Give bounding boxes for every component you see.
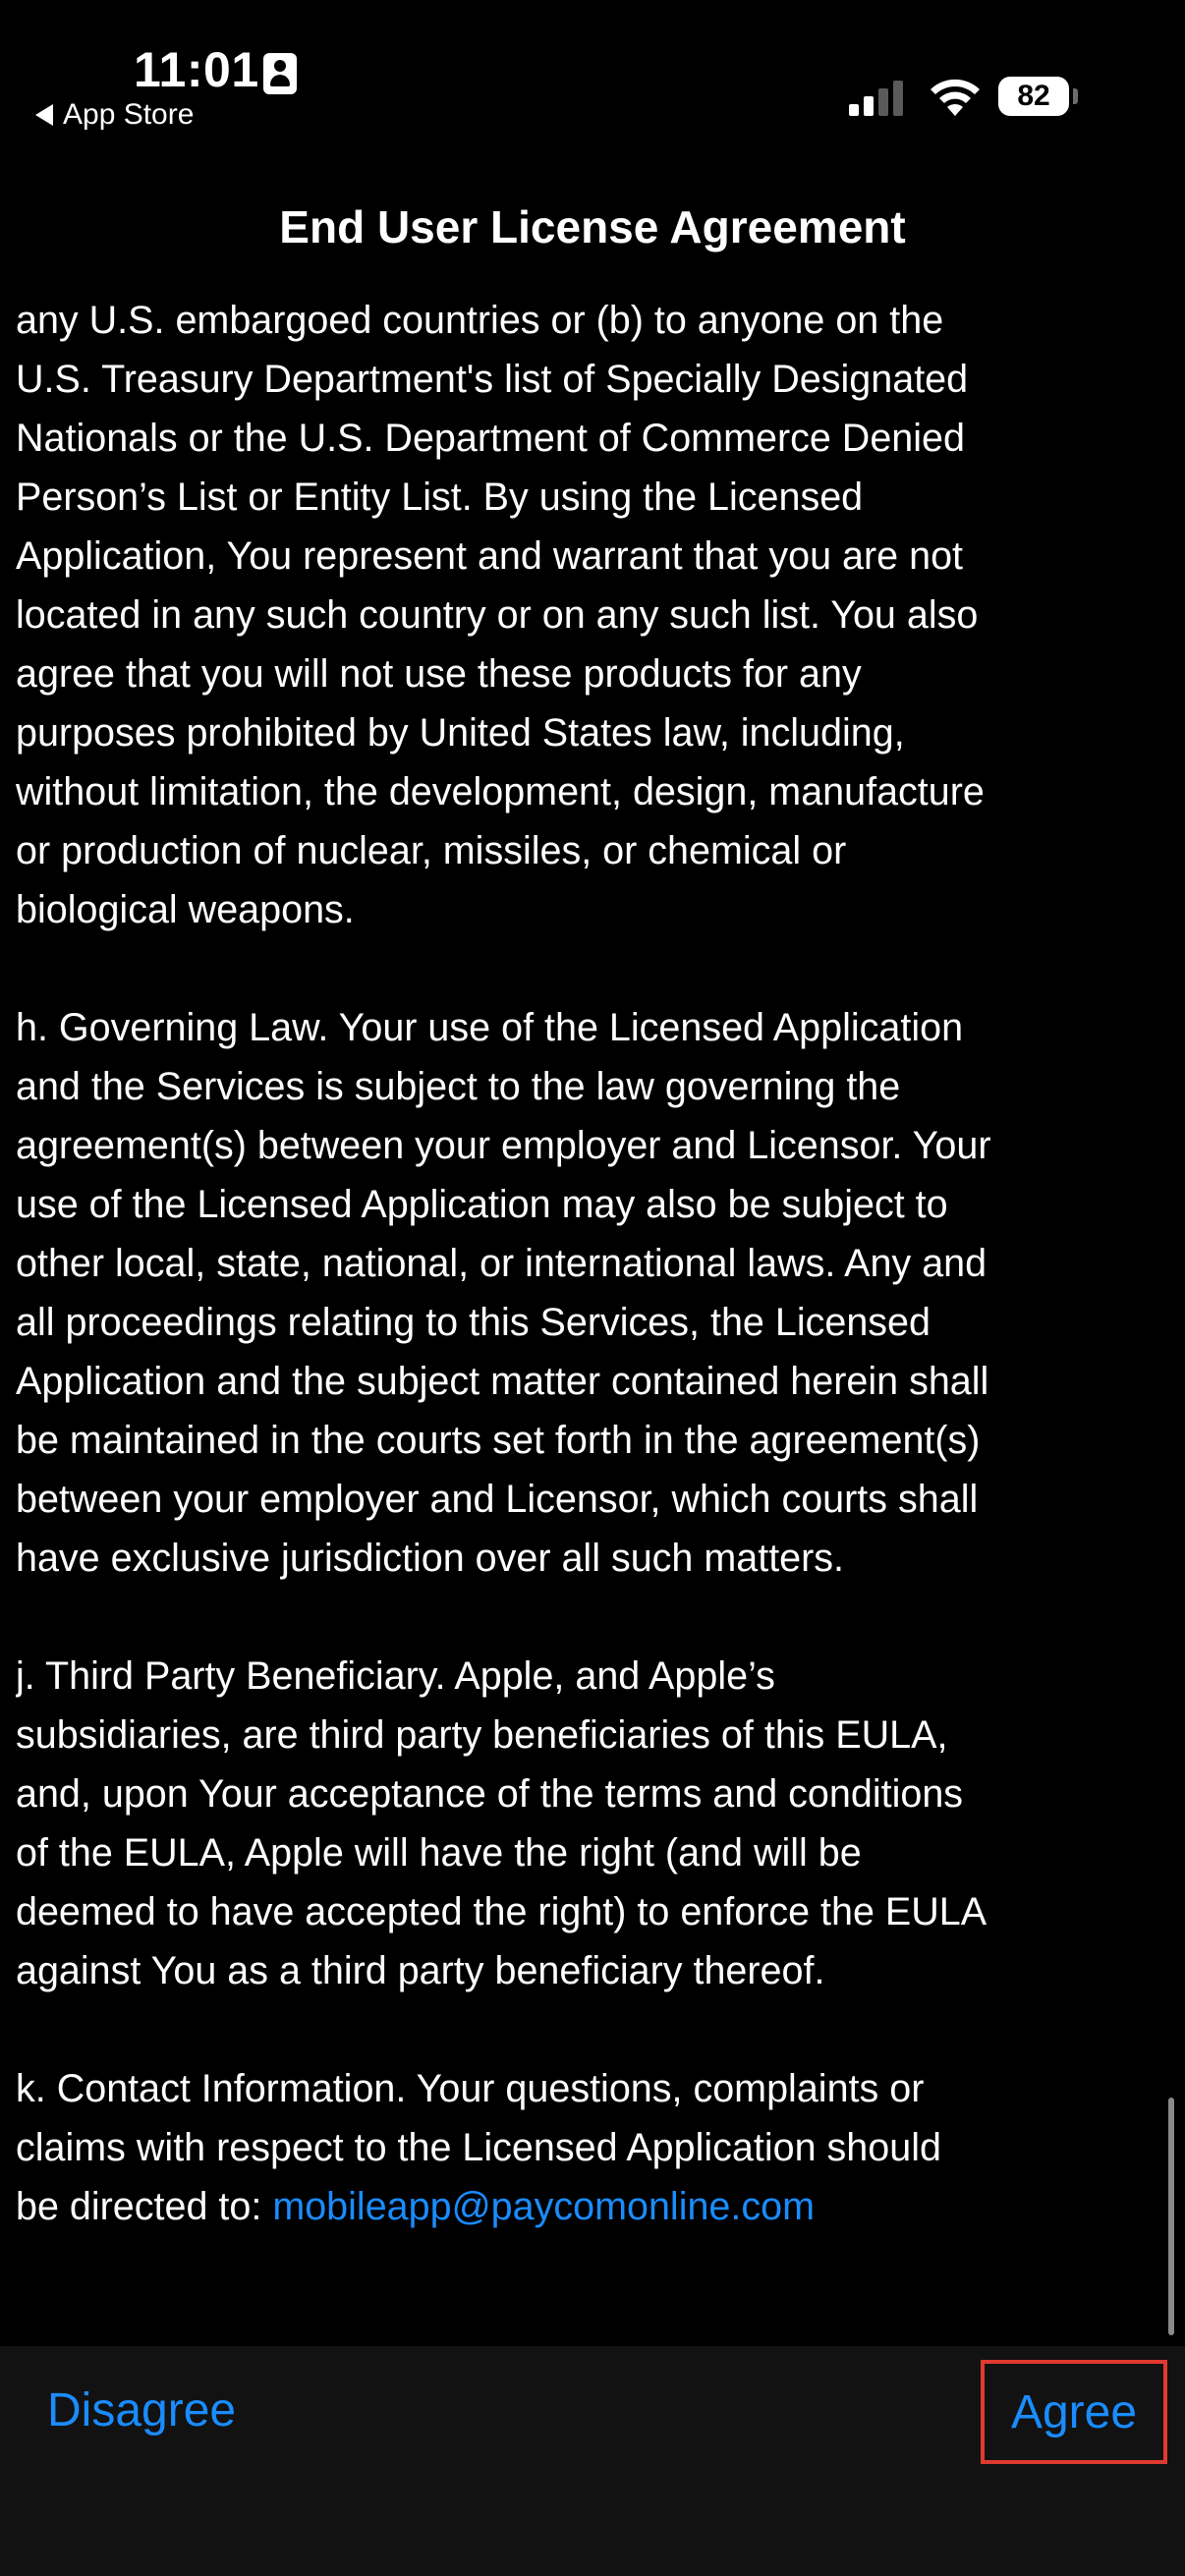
eula-text-line: Person’s List or Entity List. By using the Licensed <box>16 476 864 519</box>
status-time: 11:01 <box>134 42 259 97</box>
back-triangle-icon <box>35 104 53 126</box>
eula-text-line: biological weapons. <box>16 888 355 931</box>
paragraph-gap <box>16 939 1177 998</box>
eula-text-line: U.S. Treasury Department's list of Specially Designated <box>16 358 969 401</box>
eula-text-line: agree that you will not use these products for any <box>16 652 862 696</box>
eula-text-line: or production of nuclear, missiles, or chemical or <box>16 829 847 872</box>
eula-text-line: any U.S. embargoed countries or (b) to anyone on the <box>16 299 944 342</box>
paragraph-gap <box>16 1588 1177 1647</box>
eula-text-line: all proceedings relating to this Services, the Licensed <box>16 1301 931 1344</box>
contact-line <box>16 2177 1177 2236</box>
eula-text-line: be maintained in the courts set forth in the agreement(s) <box>16 1419 981 1462</box>
eula-text-line: j. Third Party Beneficiary. Apple, and Apple’s <box>16 1654 775 1698</box>
agree-button[interactable]: Agree <box>981 2360 1167 2464</box>
paragraph-gap <box>16 2000 1177 2059</box>
action-bar <box>0 2346 1185 2576</box>
eula-text-line: subsidiaries, are third party beneficiaries of this EULA, <box>16 1713 948 1757</box>
contact-email-link[interactable]: mobileapp@paycomonline.com <box>272 2185 816 2228</box>
eula-text-line: Nationals or the U.S. Department of Commerce Denied <box>16 417 965 460</box>
back-app-label: App Store <box>63 98 195 131</box>
contact-prefix: be directed to: <box>16 2185 273 2228</box>
scroll-indicator[interactable] <box>1168 2098 1174 2335</box>
battery-cap <box>1073 88 1078 104</box>
cellular-signal-icon <box>849 81 906 116</box>
page-title: End User License Agreement <box>279 201 906 252</box>
eula-text-line: agreement(s) between your employer and Licensor. Your <box>16 1124 991 1167</box>
disagree-button[interactable]: Disagree <box>47 2384 237 2436</box>
eula-text-line: k. Contact Information. Your questions, complaints or <box>16 2067 925 2110</box>
eula-text-line: Application, You represent and warrant that you are not <box>16 534 964 578</box>
eula-text-line: have exclusive jurisdiction over all such matters. <box>16 1537 845 1580</box>
eula-text-body <box>16 291 1177 2256</box>
eula-text-line: located in any such country or on any such list. You also <box>16 593 979 637</box>
eula-text-line: and the Services is subject to the law governing the <box>16 1065 901 1108</box>
eula-text-line: without limitation, the development, design, manufacture <box>16 770 985 813</box>
back-to-app-store-link[interactable] <box>35 98 194 132</box>
eula-text-line: deemed to have accepted the right) to enforce the EULA <box>16 1890 988 1933</box>
status-bar <box>0 0 1185 147</box>
contact-card-icon <box>263 53 297 94</box>
eula-text-line: against You as a third party beneficiary thereof. <box>16 1949 825 1992</box>
eula-text-line: of the EULA, Apple will have the right (and will be <box>16 1831 862 1875</box>
battery-icon <box>998 77 1069 116</box>
eula-text-line: purposes prohibited by United States law, including, <box>16 711 905 755</box>
eula-text-line: Application and the subject matter contained herein shall <box>16 1360 989 1403</box>
eula-text-line: between your employer and Licensor, which courts shall <box>16 1478 979 1521</box>
battery-percent: 82 <box>1017 80 1050 112</box>
eula-text-line: use of the Licensed Application may also be subject to <box>16 1183 948 1226</box>
eula-text-line: other local, state, national, or international laws. Any and <box>16 1242 988 1285</box>
eula-text-line: claims with respect to the Licensed Application should <box>16 2126 941 2169</box>
eula-text-line: and, upon Your acceptance of the terms and conditions <box>16 1772 964 1816</box>
eula-text-line: h. Governing Law. Your use of the Licensed Application <box>16 1006 964 1049</box>
wifi-icon <box>928 75 983 118</box>
